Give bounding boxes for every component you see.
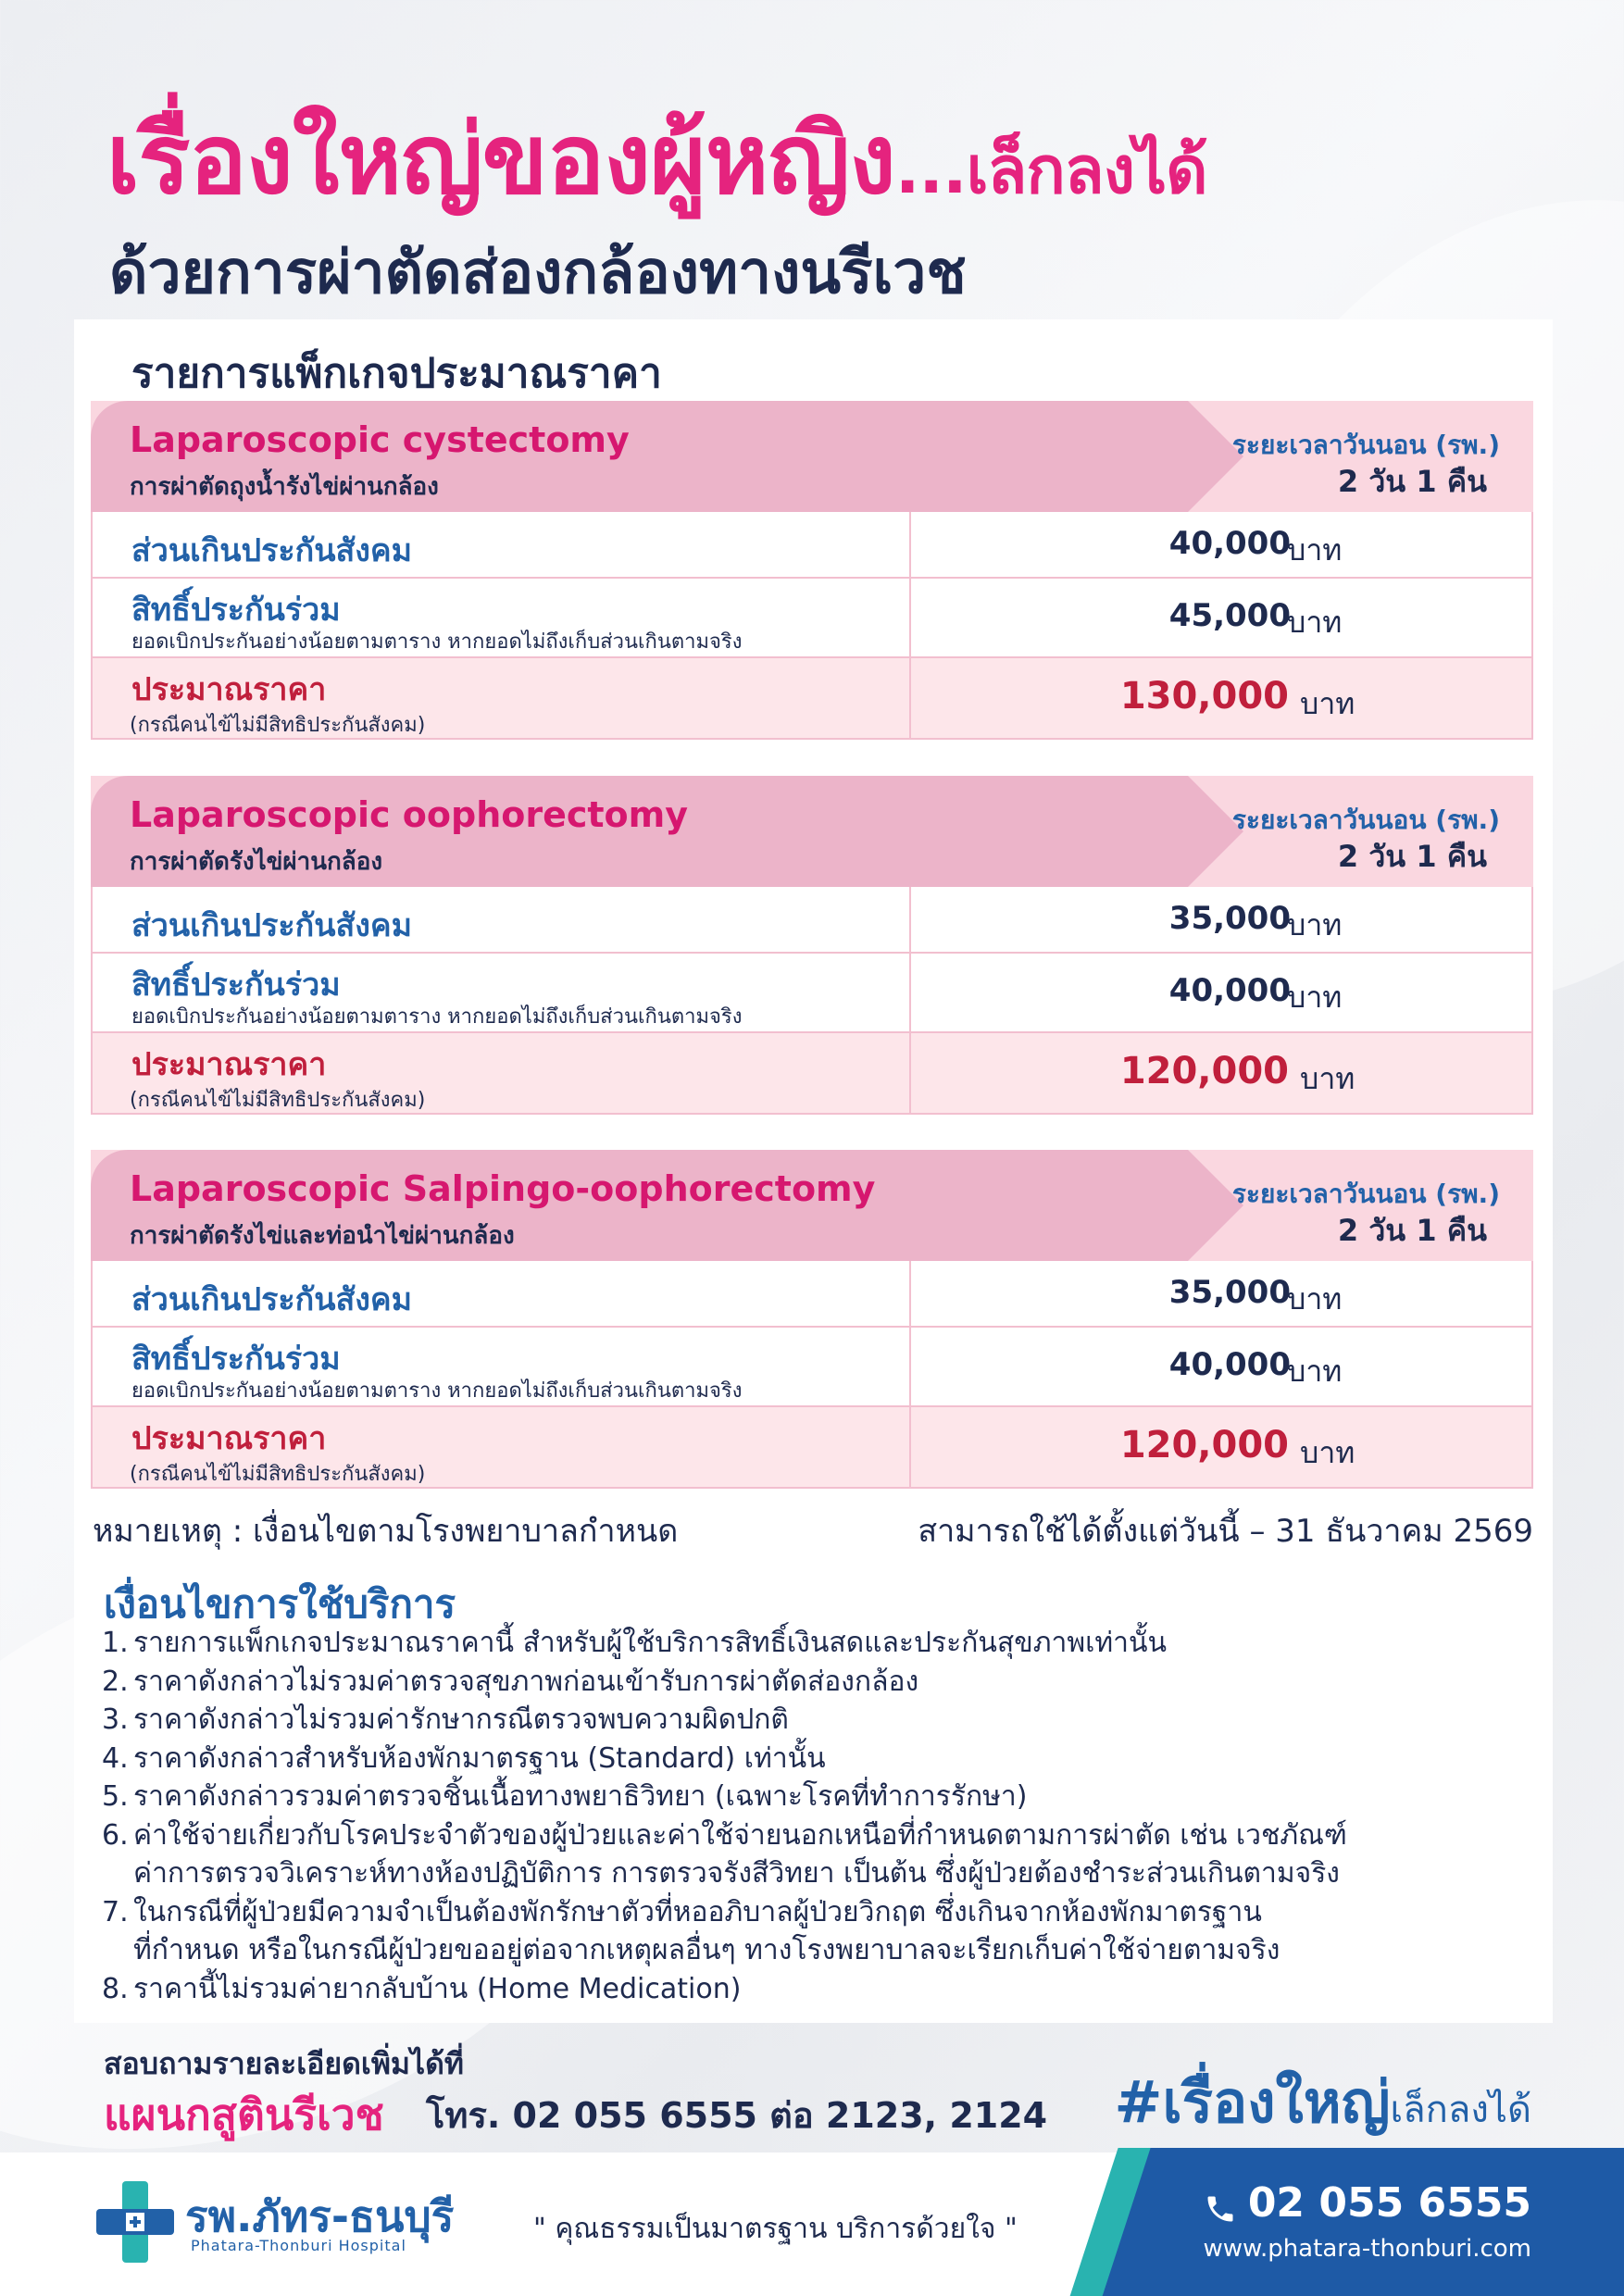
row-amount: 120,000 xyxy=(1119,1424,1289,1466)
stay-label: ระยะเวลาวันนอน (รพ.) xyxy=(1231,805,1500,835)
price-row-estimate xyxy=(91,1033,1533,1115)
stay-label: ระยะเวลาวันนอน (รพ.) xyxy=(1231,1179,1500,1209)
condition-number: 6. xyxy=(102,1818,129,1852)
condition-line: ราคานี้ไม่รวมค่ายากลับบ้าน (Home Medication) xyxy=(133,1972,742,2005)
row-note: (กรณีคนไข้ไม่มีสิทธิประกันสังคม) xyxy=(130,714,426,737)
price-row-estimate xyxy=(91,658,1533,740)
conditions-title: เงื่อนไขการใช้บริการ xyxy=(104,1581,456,1627)
headline xyxy=(106,103,1207,216)
row-label: ส่วนเกินประกันสังคม xyxy=(131,532,412,569)
row-note: (กรณีคนไข้ไม่มีสิทธิประกันสังคม) xyxy=(130,1463,426,1486)
row-currency: บาท xyxy=(1287,980,1343,1015)
row-currency: บาท xyxy=(1287,1281,1343,1316)
condition-line: ในกรณีที่ผู้ป่วยมีความจำเป็นต้องพักรักษาตัวที่หออภิบาลผู้ป่วยวิกฤต ซึ่งเกินจากห้องพักมาตรฐาน xyxy=(133,1895,1262,1928)
condition-item xyxy=(102,1663,1528,1702)
condition-line: ที่กำหนด หรือในกรณีผู้ป่วยขออยู่ต่อจากเหตุผลอื่นๆ ทางโรงพยาบาลจะเรียกเก็บค่าใช้จ่ายตามจริง xyxy=(133,1934,1280,1966)
condition-number: 1. xyxy=(102,1627,129,1659)
condition-number: 8. xyxy=(102,1972,129,2005)
row-label: ส่วนเกินประกันสังคม xyxy=(131,1281,412,1318)
validity: สามารถใช้ได้ตั้งแต่วันนี้ – 31 ธันวาคม 2569 xyxy=(918,1513,1533,1550)
price-row xyxy=(91,1261,1533,1328)
row-currency: บาท xyxy=(1287,907,1343,942)
condition-number: 3. xyxy=(102,1703,129,1736)
row-label: ประมาณราคา xyxy=(131,1420,327,1457)
row-note: (กรณีคนไข้ไม่มีสิทธิประกันสังคม) xyxy=(130,1089,426,1112)
row-label: ส่วนเกินประกันสังคม xyxy=(131,907,412,944)
condition-item xyxy=(102,1740,1528,1778)
condition-item xyxy=(102,1816,1528,1893)
row-label: สิทธิ์ประกันร่วม xyxy=(131,1341,341,1378)
package-3 xyxy=(91,1150,1533,1489)
hotline-number: 02 055 6555 xyxy=(1247,2179,1531,2227)
row-currency: บาท xyxy=(1300,1435,1355,1470)
condition-line: ค่าการตรวจวิเคราะห์ทางห้องปฏิบัติการ การตรวจรังสีวิทยา เป็นต้น ซึ่งผู้ป่วยต้องชำระส่วนเกินตามจริง xyxy=(133,1857,1340,1890)
hotline[interactable] xyxy=(1204,2179,1531,2227)
stay-label: ระยะเวลาวันนอน (รพ.) xyxy=(1231,430,1500,460)
row-currency: บาท xyxy=(1287,1354,1343,1389)
conditions-list xyxy=(102,1624,1528,2008)
package-thai-name: การผ่าตัดถุงน้ำรังไข่ผ่านกล้อง xyxy=(130,473,439,501)
package-header xyxy=(91,1150,1533,1261)
row-currency: บาท xyxy=(1287,532,1343,568)
row-note: ยอดเบิกประกันอย่างน้อยตามตาราง หากยอดไม่ถึงเก็บส่วนเกินตามจริง xyxy=(131,630,743,654)
row-amount: 130,000 xyxy=(1119,675,1289,718)
hospital-name-en: Phatara-Thonburi Hospital xyxy=(191,2237,406,2254)
condition-item xyxy=(102,1893,1528,1970)
package-thai-name: การผ่าตัดรังไข่และท่อนำไข่ผ่านกล้อง xyxy=(130,1222,515,1250)
price-row xyxy=(91,579,1533,658)
card-title: รายการแพ็กเกจประมาณราคา xyxy=(131,350,662,397)
condition-number: 4. xyxy=(102,1741,129,1775)
website-link[interactable]: www.phatara-thonburi.com xyxy=(1203,2235,1531,2263)
condition-item xyxy=(102,1778,1528,1816)
row-label: ประมาณราคา xyxy=(131,671,327,708)
package-thai-name: การผ่าตัดรังไข่ผ่านกล้อง xyxy=(130,848,383,876)
row-currency: บาท xyxy=(1300,686,1355,721)
condition-item xyxy=(102,1970,1528,2009)
condition-line: ราคาดังกล่าวไม่รวมค่าตรวจสุขภาพก่อนเข้ารับการผ่าตัดส่องกล้อง xyxy=(133,1665,919,1698)
price-row xyxy=(91,1328,1533,1407)
headline-suffix: ...เล็กลงได้ xyxy=(894,132,1207,208)
hospital-name: รพ.ภัทร-ธนบุรี xyxy=(185,2191,455,2241)
package-name: Laparoscopic cystectomy xyxy=(130,419,630,460)
contact-question: สอบถามรายละเอียดเพิ่มได้ที่ xyxy=(104,2046,464,2081)
package-header xyxy=(91,776,1533,887)
headline-main: เรื่องใหญ่ของผู้หญิง xyxy=(106,103,895,216)
row-amount: 40,000 xyxy=(1168,972,1291,1009)
stay-value: 2 วัน 1 คืน xyxy=(1337,839,1487,874)
subheadline: ด้วยการผ่าตัดส่องกล้องทางนรีเวช xyxy=(109,239,967,307)
row-amount: 45,000 xyxy=(1168,597,1291,634)
row-label: ประมาณราคา xyxy=(131,1046,327,1083)
condition-item xyxy=(102,1624,1528,1663)
row-note: ยอดเบิกประกันอย่างน้อยตามตาราง หากยอดไม่ถึงเก็บส่วนเกินตามจริง xyxy=(131,1005,743,1029)
row-label: สิทธิ์ประกันร่วม xyxy=(131,592,341,629)
price-row xyxy=(91,954,1533,1033)
row-currency: บาท xyxy=(1300,1061,1355,1096)
row-amount: 35,000 xyxy=(1168,1274,1291,1311)
condition-number: 7. xyxy=(102,1895,129,1928)
department-phone[interactable]: โทร. 02 055 6555 ต่อ 2123, 2124 xyxy=(426,2095,1048,2136)
package-1 xyxy=(91,401,1533,740)
condition-line: ราคาดังกล่าวไม่รวมค่ารักษากรณีตรวจพบความผิดปกติ xyxy=(133,1703,789,1736)
row-note: ยอดเบิกประกันอย่างน้อยตามตาราง หากยอดไม่ถึงเก็บส่วนเกินตามจริง xyxy=(131,1379,743,1403)
row-amount: 120,000 xyxy=(1119,1050,1289,1092)
slogan: " คุณธรรมเป็นมาตรฐาน บริการด้วยใจ " xyxy=(533,2213,1018,2245)
price-row xyxy=(91,512,1533,579)
condition-number: 5. xyxy=(102,1780,129,1813)
stay-value: 2 วัน 1 คืน xyxy=(1337,464,1487,499)
row-label: สิทธิ์ประกันร่วม xyxy=(131,967,341,1004)
price-row xyxy=(91,887,1533,954)
condition-line: รายการแพ็กเกจประมาณราคานี้ สำหรับผู้ใช้บริการสิทธิ์เงินสดและประกันสุขภาพเท่านั้น xyxy=(133,1627,1168,1659)
condition-item xyxy=(102,1701,1528,1740)
row-currency: บาท xyxy=(1287,605,1343,640)
condition-number: 2. xyxy=(102,1665,129,1698)
price-row-estimate xyxy=(91,1407,1533,1489)
department-name: แผนกสูตินรีเวช xyxy=(104,2090,384,2140)
row-amount: 35,000 xyxy=(1168,900,1291,937)
condition-line: ค่าใช้จ่ายเกี่ยวกับโรคประจำตัวของผู้ป่วยและค่าใช้จ่ายนอกเหนือที่กำหนดตามการผ่าตัด เช่น เวชภัณฑ์ xyxy=(133,1818,1347,1852)
row-amount: 40,000 xyxy=(1168,1346,1291,1383)
phone-icon xyxy=(1204,2189,1237,2222)
hashtag-suffix: เล็กลงได้ xyxy=(1390,2089,1531,2131)
package-name: Laparoscopic oophorectomy xyxy=(130,794,689,835)
package-name: Laparoscopic Salpingo-oophorectomy xyxy=(130,1168,876,1209)
stay-value: 2 วัน 1 คืน xyxy=(1337,1213,1487,1248)
row-amount: 40,000 xyxy=(1168,525,1291,562)
remark: หมายเหตุ : เงื่อนไขตามโรงพยาบาลกำหนด xyxy=(93,1513,679,1550)
condition-line: ราคาดังกล่าวรวมค่าตรวจชิ้นเนื้อทางพยาธิวิทยา (เฉพาะโรคที่ทำการรักษา) xyxy=(133,1780,1028,1813)
hospital-cross-logo-icon xyxy=(96,2181,174,2263)
package-header xyxy=(91,401,1533,512)
hashtag-main: #เรื่องใหญ่ xyxy=(1114,2068,1391,2136)
condition-line: ราคาดังกล่าวสำหรับห้องพักมาตรฐาน (Standard) เท่านั้น xyxy=(133,1741,826,1775)
package-2 xyxy=(91,776,1533,1115)
hashtag xyxy=(1115,2057,1531,2148)
